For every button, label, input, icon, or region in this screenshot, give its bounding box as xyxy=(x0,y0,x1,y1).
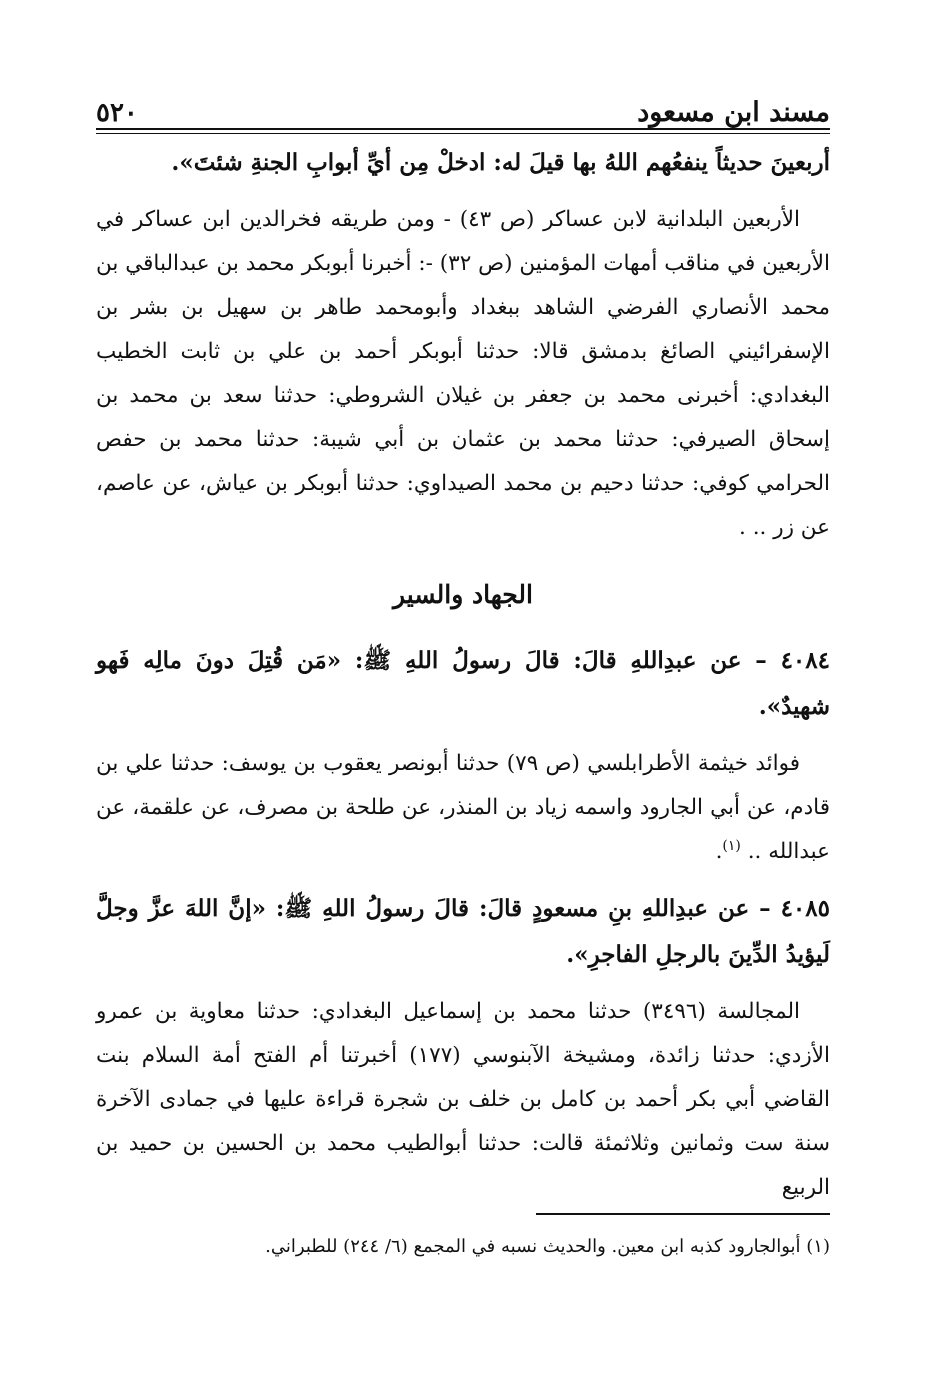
header-rule xyxy=(96,128,830,130)
hadith-number: ٤٠٨٥ xyxy=(780,895,830,922)
hadith-dash: – xyxy=(749,895,771,922)
footnote-reference: (١) xyxy=(722,837,741,854)
hadith-4085-source: المجالسة (٣٤٩٦) حدثنا محمد بن إسماعيل البغدادي: حدثنا معاوية بن عمرو الأزدي: حدثنا زائدة، ومشيخة الآبنوسي (١٧٧) أخبرتنا أم الفتح أمة السلام بنت القاضي أبي بكر أحمد بن كامل بن خلف بن شجرة قراءة عليها في جمادى الآخرة سنة ست وثمانين وثلاثمئة قالت: حدثنا أبوالطيب محمد بن الحسين بن حميد بن الربيع xyxy=(96,999,830,1200)
continued-hadith-text: أربعينَ حديثاً ينفعُهم اللهُ بها قيلَ له: ادخلْ مِن أيِّ أبوابِ الجنةِ شئتَ». xyxy=(171,149,830,176)
running-title: مسند ابن مسعود xyxy=(637,97,830,128)
hadith-4085 xyxy=(96,886,830,978)
page-header xyxy=(96,86,830,126)
continued-hadith-source: الأربعين البلدانية لابن عساكر (ص ٤٣) - ومن طريقه فخرالدين ابن عساكر في الأربعين في مناقب أمهات المؤمنين (ص ٣٢) -: أخبرنا أبوبكر محمد بن عبدالباقي بن محمد الأنصاري الفرضي الشاهد ببغداد وأبومحمد طاهر بن سهيل بن بشر بن الإسفرائيني الصائغ بدمشق قالا: حدثنا أبوبكر أحمد بن علي بن ثابت الخطيب البغدادي: أخبرنى محمد بن جعفر بن غيلان الشروطي: حدثنا سعد بن محمد بن إسحاق الصيرفي: حدثنا محمد بن عثمان بن أبي شيبة: حدثنا محمد بن حفص الحرامي كوفي: حدثنا دحيم بن محمد الصيداوي: حدثنا أبوبكر بن عياش، عن عاصم، عن زر .. . xyxy=(96,207,830,540)
page-number: ٥٢٠ xyxy=(96,98,138,128)
source-text: فوائد خيثمة الأطرابلسي (ص ٧٩) حدثنا أبونصر يعقوب بن يوسف: حدثنا علي بن قادم، عن أبي الجارود واسمه زياد بن المنذر، عن طلحة بن مصرف، عن علقمة، عن عبدالله .. xyxy=(96,751,830,864)
section-heading: الجهاد والسير xyxy=(393,580,533,609)
hadith-4084 xyxy=(96,638,830,730)
hadith-text: عن عبدِاللهِ بنِ مسعودٍ قالَ: قالَ رسولُ اللهِ ﷺ: «إنَّ اللهَ عزَّ وجلَّ لَيؤيدُ الدِّينَ بالرجلِ الفاجرِ». xyxy=(96,895,830,968)
footnote: (١) أبوالجارود كذبه ابن معين. والحديث نسبه في المجمع (٦/ ٢٤٤) للطبراني. xyxy=(265,1236,830,1257)
header-rule-thin xyxy=(96,133,830,134)
hadith-4084-source xyxy=(96,742,830,874)
footnote-rule xyxy=(536,1213,830,1215)
hadith-dash: – xyxy=(741,647,767,674)
hadith-number: ٤٠٨٤ xyxy=(780,647,830,674)
source-end-period: . xyxy=(715,839,723,864)
page-body xyxy=(96,140,830,1210)
hadith-text: عن عبدِاللهِ قالَ: قالَ رسولُ اللهِ ﷺ: «مَن قُتِلَ دونَ مالِه فَهو شهيدٌ». xyxy=(96,647,830,720)
